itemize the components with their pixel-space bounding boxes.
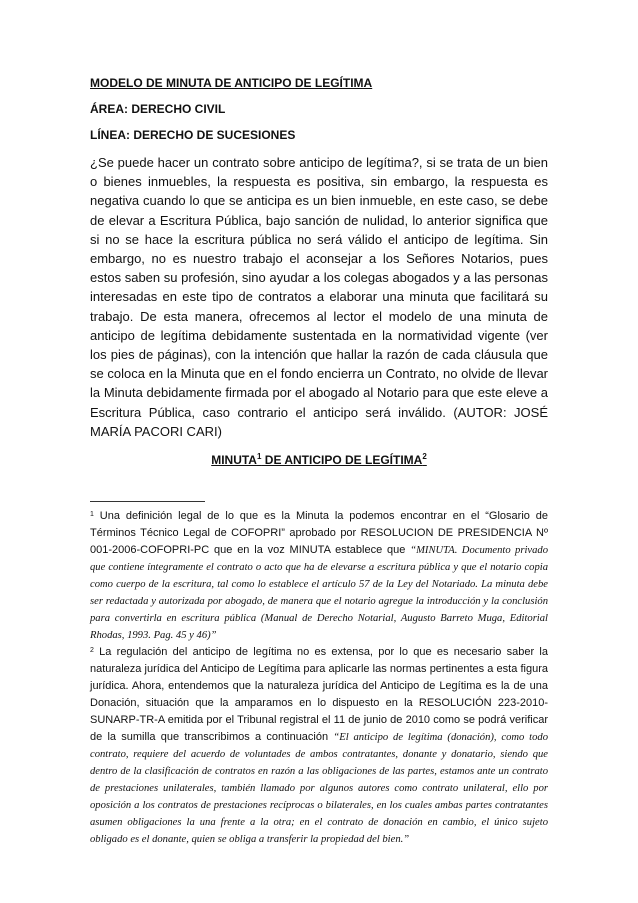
minuta-title — [90, 449, 548, 468]
document-page — [90, 75, 548, 848]
minuta-title-part1: MINUTA — [211, 453, 257, 468]
document-title: MODELO DE MINUTA DE ANTICIPO DE LEGÍTIMA — [90, 76, 373, 90]
footnote-1-mark: 1 — [90, 511, 94, 519]
footnote-2-quote: “El anticipo de legítima (donación), como todo contrato, requiere del acuerdo de voluntades de ambos contratantes, donante y donatario, siendo que dentro de la clasificación de contratos en razón a las obligaciones de las partes, estamos ante un contrato de prestaciones unilaterales, también llamado por algunos autores como contrato unilateral, ello por oposición a los contratos de prestaciones recíprocas o bilaterales, en los cuales ambas partes contratantes asumen obligaciones la una frente a la otra; en el contrato de donación en cambio, el único sujeto obligado es el donante, quien se obliga a transferir la propiedad del bien.” — [90, 732, 549, 846]
footnote-1 — [90, 508, 548, 644]
footnote-1-text: Una definición legal de lo que es la Minuta la podemos encontrar en el “Glosario de Términos Técnico Legal de COFOPRI” aprobado por RESOLUCION DE PRESIDENCIA Nº 001-2006-COFOPRI-PC que en la voz MINUTA establece que — [90, 510, 548, 557]
intro-paragraph: ¿Se puede hacer un contrato sobre anticipo de legítima?, si se trata de un bien o bienes inmuebles, la respuesta es positiva, sin embargo, la respuesta es negativa cuando lo que se anticipa es un bien inmueble, en este caso, se debe de elevar a Escritura Pública, bajo sanción de nulidad, lo anterior significa que si no se hace la escritura pública no será válido el anticipo de legítima. Sin embargo, no es nuestro trabajo el aconsejar a los Señores Notarios, pues estos saben su profesión, sino ayudar a los colegas abogados y a las personas interesadas en este tipo de contratos a elaborar una minuta que facilitará su trabajo. De esta manera, ofrecemos al lector el modelo de una minuta de anticipo de legítima debidamente sustentada en la normatividad vigente (ver los pies de páginas), con la intención que hallar la razón de cada cláusula que se coloca en la Minuta que en el fondo encierra un Contrato, no olvide de llevar la Minuta debidamente firmada por el abogado al Notario para que este eleve a Escritura Pública, caso contrario el anticipo será inválido. (AUTOR: JOSÉ MARÍA PACORI CARI) — [90, 155, 548, 439]
area-line: ÁREA: DERECHO CIVIL — [90, 102, 226, 116]
footnote-ref-2[interactable]: 2 — [422, 452, 427, 462]
footnote-2-mark: 2 — [90, 647, 94, 655]
footnote-1-quote: “MINUTA. Documento privado que contiene íntegramente el contrato o acto que ha de elevarse a escritura pública y que el notario copia como cuerpo de la escritura, tal como lo establece el artículo 57 de la Ley del Notariado. La minuta debe ser redactada y autorizada por abogado, de manera que el notario agregue la introducción y la conclusión para convertirla en escritura pública (Manual de Derecho Notarial, Augusto Barreto Muga, Editorial Rhodas, 1993. Pag. 45 y 46)” — [90, 545, 548, 642]
footnote-2 — [90, 644, 548, 848]
footnote-2-text: La regulación del anticipo de legítima no es extensa, por lo que es necesario saber la naturaleza jurídica del Anticipo de Legítima para aplicarle las normas pertinentes a esta figura jurídica. Ahora, entendemos que la naturaleza jurídica del Anticipo de Legítima es la de una Donación, situación que la amparamos en lo dispuesto en la RESOLUCIÓN 223-2010-SUNARP-TR-A emitida por el Tribunal registral el 11 de junio de 2010 como se podrá verificar de la sumilla que transcribimos a continuación — [90, 646, 548, 744]
footnote-separator — [90, 501, 205, 502]
footnote-ref-1[interactable]: 1 — [256, 452, 262, 462]
minuta-title-part2: DE ANTICIPO DE LEGÍTIMA — [261, 453, 423, 468]
linea-line: LÍNEA: DERECHO DE SUCESIONES — [90, 128, 296, 142]
